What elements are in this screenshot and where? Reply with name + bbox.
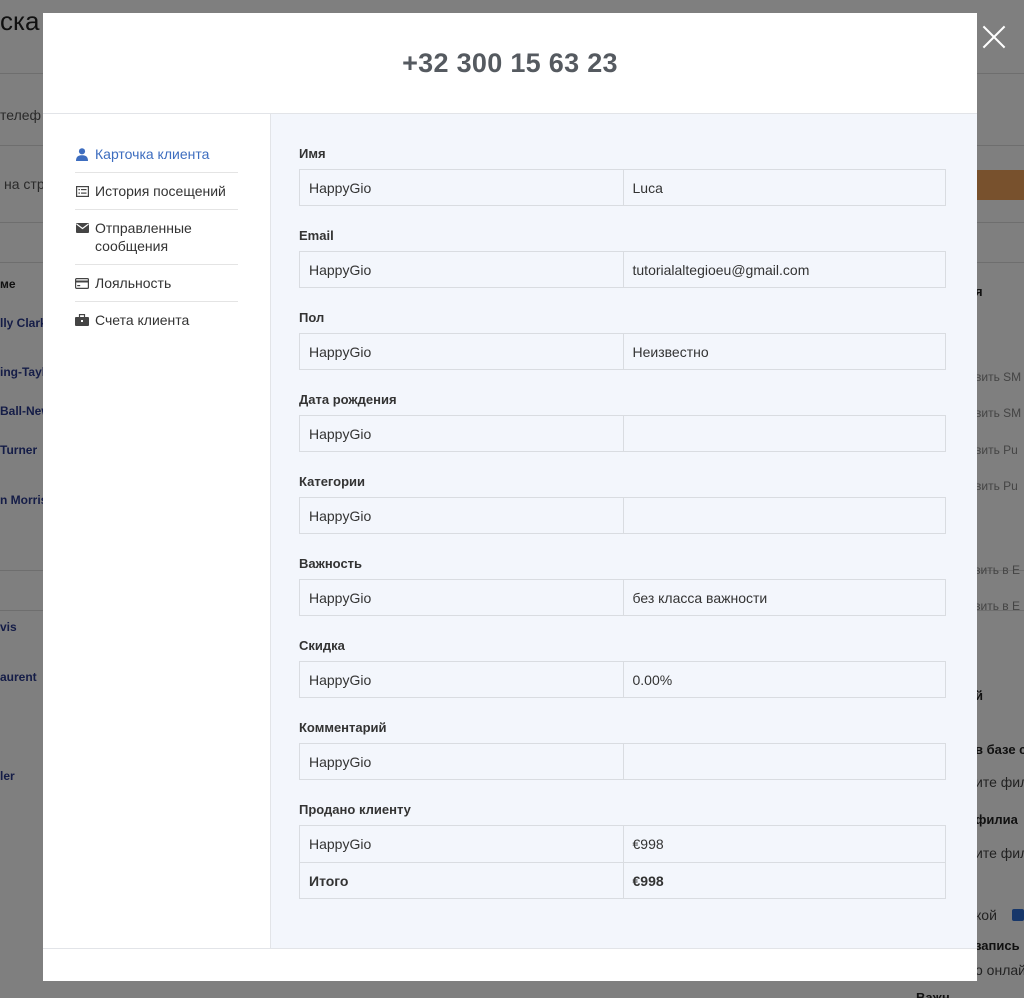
- field-source: HappyGio: [309, 425, 372, 442]
- sidebar-item-loyalty[interactable]: [75, 265, 238, 302]
- field-source: HappyGio: [309, 261, 372, 278]
- sidebar-item-label: Отправленные сообщения: [95, 220, 192, 254]
- client-modal: [43, 13, 977, 981]
- sold-source: HappyGio: [309, 836, 372, 852]
- field-row: [299, 743, 946, 780]
- field-source: HappyGio: [309, 507, 372, 524]
- modal-footer: [43, 948, 977, 981]
- field-row: [299, 333, 946, 370]
- field-row: [299, 579, 946, 616]
- field-row: [299, 251, 946, 288]
- field-email: [299, 228, 946, 288]
- sold-table: [299, 825, 946, 899]
- field-discount: [299, 638, 946, 698]
- field-comment: [299, 720, 946, 780]
- field-value: без класса важности: [623, 580, 946, 615]
- field-label: Важность: [299, 556, 363, 571]
- field-label: Комментарий: [299, 720, 387, 735]
- sidebar-item-label: Счета клиента: [95, 312, 190, 328]
- field-source: HappyGio: [309, 671, 372, 688]
- field-label: Продано клиенту: [299, 802, 411, 817]
- sidebar-item-label: Лояльность: [95, 275, 172, 291]
- field-label: Имя: [299, 146, 326, 161]
- sidebar-item-label: История посещений: [95, 183, 226, 199]
- sold-amount: €998: [623, 826, 946, 862]
- client-card-content: [271, 114, 977, 948]
- envelope-icon: [75, 219, 89, 237]
- field-birth-date: [299, 392, 946, 452]
- sidebar-item-sent-messages[interactable]: [75, 210, 238, 265]
- field-value: [623, 744, 946, 779]
- sidebar-item-client-invoices[interactable]: [75, 302, 238, 338]
- field-row: [299, 169, 946, 206]
- sidebar-item-label: Карточка клиента: [95, 146, 210, 162]
- field-source: HappyGio: [309, 179, 372, 196]
- field-label: Пол: [299, 310, 325, 325]
- field-first-name: [299, 146, 946, 206]
- field-importance: [299, 556, 946, 616]
- field-label: Email: [299, 228, 334, 243]
- card-icon: [75, 274, 89, 292]
- field-value: Luca: [623, 170, 946, 205]
- field-gender: [299, 310, 946, 370]
- field-value: 0.00%: [623, 662, 946, 697]
- list-icon: [75, 182, 89, 200]
- field-value: tutorialaltegioeu@gmail.com: [623, 252, 946, 287]
- total-amount: €998: [623, 863, 946, 898]
- field-row: [299, 661, 946, 698]
- close-icon[interactable]: [981, 24, 1007, 50]
- field-source: HappyGio: [309, 753, 372, 770]
- field-value: [623, 498, 946, 533]
- table-row-total: [300, 862, 945, 898]
- field-sold-to-client: [299, 802, 946, 899]
- field-label: Дата рождения: [299, 392, 397, 407]
- field-value: Неизвестно: [623, 334, 946, 369]
- field-categories: [299, 474, 946, 534]
- modal-title: +32 300 15 63 23: [402, 47, 618, 78]
- field-row: [299, 497, 946, 534]
- briefcase-icon: [75, 311, 89, 329]
- user-icon: [75, 145, 89, 163]
- field-value: [623, 416, 946, 451]
- sidebar-item-visit-history[interactable]: [75, 173, 238, 210]
- total-label: Итого: [309, 872, 349, 889]
- field-label: Категории: [299, 474, 366, 489]
- field-source: HappyGio: [309, 343, 372, 360]
- modal-body: [43, 114, 977, 948]
- sidebar-item-client-card[interactable]: [75, 136, 238, 173]
- client-sidebar: [43, 114, 271, 948]
- field-source: HappyGio: [309, 589, 372, 606]
- table-row: [300, 826, 945, 862]
- field-label: Скидка: [299, 638, 345, 653]
- modal-header: [43, 13, 977, 114]
- field-row: [299, 415, 946, 452]
